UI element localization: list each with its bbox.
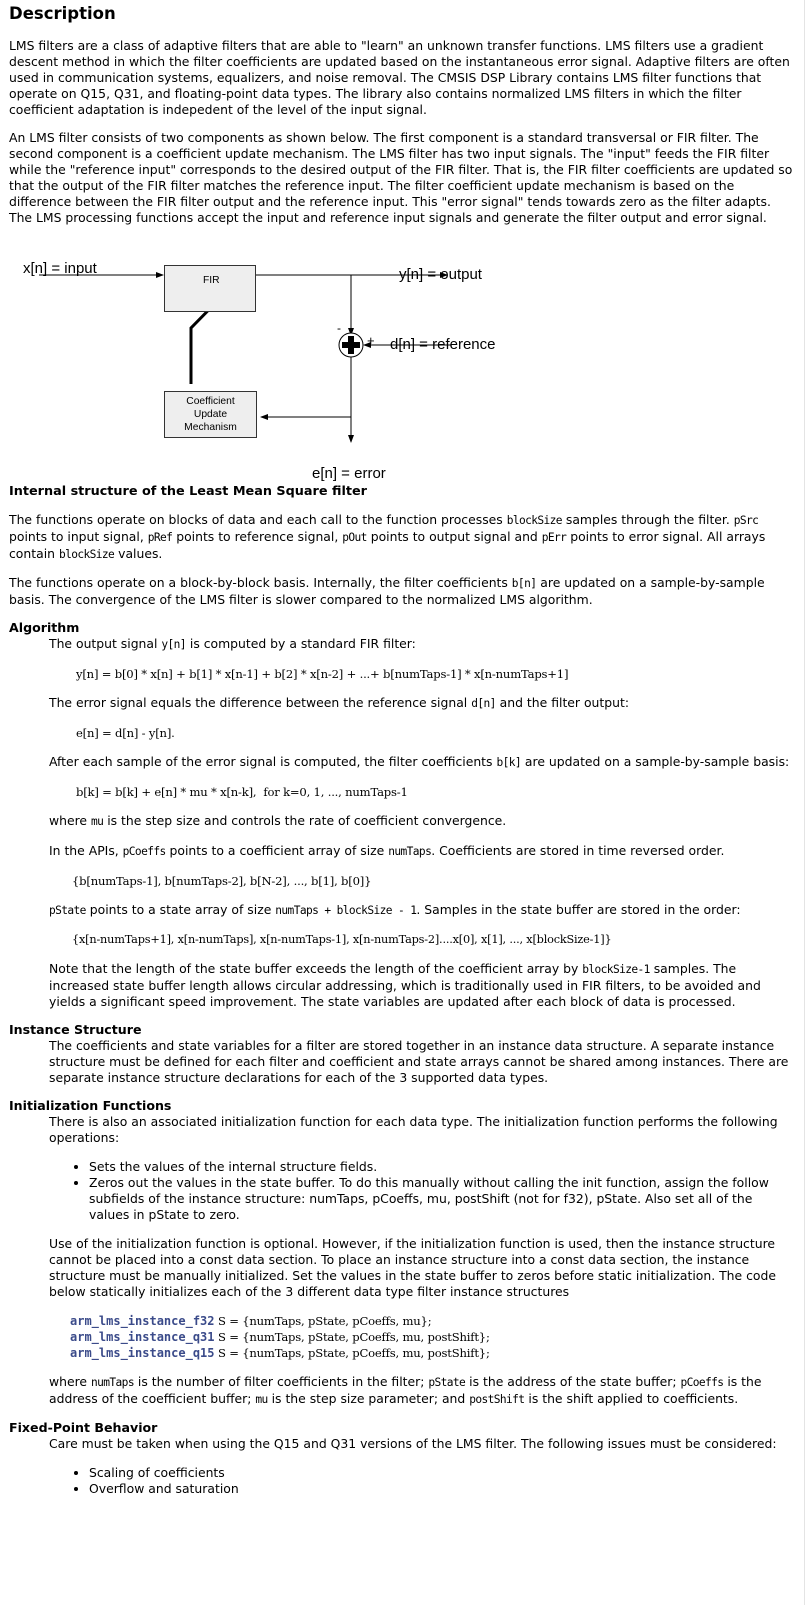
text: Note that the length of the state buffer exceeds the length of the coefficient array by bbox=[49, 961, 583, 976]
minus-sign: - bbox=[337, 321, 341, 335]
code-psrc: pSrc bbox=[733, 514, 759, 527]
text: where bbox=[49, 1374, 91, 1389]
text: points to a coefficient array of size bbox=[165, 843, 389, 858]
block-processing-paragraph bbox=[9, 512, 795, 563]
plus-sign: + bbox=[367, 333, 375, 348]
error-formula: e[n] = d[n] - y[n]. bbox=[76, 726, 175, 740]
page-title: Description bbox=[9, 4, 116, 23]
text: is the shift applied to coefficients. bbox=[524, 1391, 739, 1406]
algorithm-p5 bbox=[49, 843, 795, 860]
code-type: arm_lms_instance_q15 bbox=[70, 1346, 215, 1360]
text: is the number of filter coefficients in the filter; bbox=[133, 1374, 429, 1389]
instance-heading: Instance Structure bbox=[9, 1022, 142, 1037]
text: . Samples in the state buffer are stored in the order: bbox=[416, 902, 741, 917]
text: points to a state array of size bbox=[85, 902, 276, 917]
output-label: y[n] = output bbox=[399, 266, 482, 283]
text: are updated on a sample-by-sample basis: bbox=[520, 754, 790, 769]
text: The error signal equals the difference between the reference signal bbox=[49, 695, 472, 710]
instance-text: The coefficients and state variables for a filter are stored together in an instance data structure. A separate instance structure must be defined for each filter and coefficient and state arrays cannot be shared among instances. There are separate instance structure declarations for each of the 3 supported data types. bbox=[49, 1038, 789, 1085]
text: is computed by a standard FIR filter: bbox=[185, 636, 416, 651]
init-text-2: Use of the initialization function is optional. However, if the initialization function is used, then the instance structure cannot be placed into a const data section. To place an instance structure into a const data section, the instance structure must be manually initialized. Set the values in the state buffer to zeros before static initialization. The code below statically initializes each of the 3 different data type filter instance structures bbox=[49, 1236, 776, 1299]
code-pstate: pState bbox=[428, 1376, 466, 1389]
input-label: x[n] = input bbox=[23, 260, 97, 277]
algorithm-p3 bbox=[49, 754, 795, 771]
code-line bbox=[70, 1345, 795, 1361]
code-yn: y[n] bbox=[161, 638, 186, 651]
text: After each sample of the error signal is computed, the filter coefficients bbox=[49, 754, 497, 769]
state-order-formula: {x[n-numTaps+1], x[n-numTaps], x[n-numTaps-1], x[n-numTaps-2]....x[0], x[1], ..., x[blockSize-1]} bbox=[72, 933, 612, 946]
algorithm-p1 bbox=[49, 636, 795, 653]
fixed-point-text: Care must be taken when using the Q15 and Q31 versions of the LMS filter. The following issues must be considered: bbox=[49, 1436, 777, 1451]
text: is the address of the coefficient buffer; bbox=[49, 1374, 762, 1406]
intro-paragraph-1: LMS filters are a class of adaptive filters that are able to "learn" an unknown transfer functions. LMS filters use a gradient descent method in which the filter coefficients are updated based on the instantaneous error signal. Adaptive filters are often used in communication systems, equalizers, and noise removal. The CMSIS DSP Library contains LMS filter functions that operate on Q15, Q31, and floating-point data types. The library also contains normalized LMS filters in which the filter coefficient adaptation is indepedent of the level of the input signal. bbox=[9, 38, 790, 117]
algorithm-p2 bbox=[49, 695, 795, 712]
code-numtaps: numTaps bbox=[91, 1376, 134, 1389]
text: points to reference signal, bbox=[172, 529, 343, 544]
fixed-point-heading: Fixed-Point Behavior bbox=[9, 1420, 158, 1435]
algorithm-heading: Algorithm bbox=[9, 620, 80, 635]
block-basis-paragraph bbox=[9, 575, 795, 608]
text: points to output signal and bbox=[366, 529, 542, 544]
instance-section bbox=[49, 1038, 795, 1086]
text: points to input signal, bbox=[9, 529, 148, 544]
code-pref: pRef bbox=[147, 531, 173, 544]
lms-block-diagram bbox=[9, 240, 509, 482]
text: The functions operate on blocks of data and each call to the function processes bbox=[9, 512, 507, 527]
code-pstate: pState bbox=[49, 904, 86, 917]
code-mu: mu bbox=[255, 1393, 268, 1406]
algorithm-p7 bbox=[49, 961, 795, 1010]
fir-formula: y[n] = b[0] * x[n] + b[1] * x[n-1] + b[2] * x[n-2] + ...+ b[numTaps-1] * x[n-numTaps+1] bbox=[76, 667, 569, 681]
list-item: • Overflow and saturation bbox=[89, 1481, 795, 1497]
text: where bbox=[49, 813, 91, 828]
static-init-code bbox=[70, 1313, 795, 1361]
text: are updated on a sample-by-sample basis. The convergence of the LMS filter is slower compared to the normalized LMS algorithm. bbox=[9, 575, 765, 607]
code-state-size: numTaps + blockSize - 1 bbox=[275, 904, 417, 917]
coeff-order-formula: {b[numTaps-1], b[numTaps-2], b[N-2], ..., b[1], b[0]} bbox=[72, 874, 372, 888]
code-pcoeffs: pCoeffs bbox=[122, 845, 166, 858]
init-where-paragraph bbox=[49, 1374, 795, 1408]
code-pout: pOut bbox=[342, 531, 367, 544]
update-label-line-3: Mechanism bbox=[184, 422, 237, 433]
fir-block bbox=[164, 265, 256, 312]
intro-paragraph-2: An LMS filter consists of two components as shown below. The first component is a standard transversal or FIR filter. The second component is a coefficient update mechanism. The LMS filter has two input signals. The "input" feeds the FIR filter while the "reference input" corresponds to the desired output of the FIR filter. That is, the FIR filter coefficients are updated so that the output of the FIR filter matches the reference input. The filter coefficient update mechanism is based on the difference between the FIR filter output and the reference input. This "error signal" tends towards zero as the filter adapts. The LMS processing functions accept the input and reference input signals and generate the filter output and error signal. bbox=[9, 130, 793, 225]
code-blocksize: blockSize bbox=[58, 548, 115, 561]
text: samples through the filter. bbox=[561, 512, 734, 527]
doc-page bbox=[9, 0, 795, 1497]
fixed-point-issues-list bbox=[49, 1465, 795, 1497]
text: is the step size and controls the rate of coefficient convergence. bbox=[103, 813, 507, 828]
error-label: e[n] = error bbox=[312, 465, 386, 482]
update-label-line-1: Coefficient bbox=[186, 396, 235, 407]
code-perr: pErr bbox=[541, 531, 567, 544]
code-line bbox=[70, 1329, 795, 1345]
init-operations-list bbox=[49, 1159, 795, 1223]
list-item: • Sets the values of the internal structure fields. bbox=[89, 1159, 795, 1175]
diagram-caption: Internal structure of the Least Mean Square filter bbox=[9, 484, 367, 499]
text: points to error signal. All arrays contain bbox=[9, 529, 766, 561]
code-bk: b[k] bbox=[496, 756, 521, 769]
code-pcoeffs: pCoeffs bbox=[680, 1376, 724, 1389]
code-postshift: postShift bbox=[469, 1393, 525, 1406]
code-blocksize: blockSize bbox=[506, 514, 562, 527]
text: is the address of the state buffer; bbox=[465, 1374, 681, 1389]
text: . Coefficients are stored in time reversed order. bbox=[431, 843, 725, 858]
list-item: • Zeros out the values in the state buffer. To do this manually without calling the init function, assign the follow subfields of the instance structure: numTaps, pCoeffs, mu, postShift (not for f32), pState. Also set all of the values in pState to zero. bbox=[89, 1175, 795, 1223]
algorithm-p4 bbox=[49, 813, 795, 830]
init-heading: Initialization Functions bbox=[9, 1098, 172, 1113]
algorithm-p6 bbox=[49, 902, 795, 919]
update-formula: b[k] = b[k] + e[n] * mu * x[n-k], for k=0, 1, ..., numTaps-1 bbox=[76, 785, 408, 799]
algorithm-section bbox=[49, 636, 795, 1010]
text: The functions operate on a block-by-block basis. Internally, the filter coefficients bbox=[9, 575, 512, 590]
text: samples. The increased state buffer length allows circular addressing, which is traditionally used in FIR filters, to be avoided and yields a significant speed improvement. The state variables are updated after each block of data is processed. bbox=[49, 961, 761, 1009]
init-section bbox=[49, 1114, 795, 1408]
text: is the step size parameter; and bbox=[267, 1391, 470, 1406]
fir-label: FIR bbox=[203, 275, 220, 286]
text: In the APIs, bbox=[49, 843, 123, 858]
text: and the filter output: bbox=[495, 695, 630, 710]
code-rest: S = {numTaps, pState, pCoeffs, mu}; bbox=[214, 1314, 432, 1328]
code-type: arm_lms_instance_f32 bbox=[70, 1314, 215, 1328]
update-label-line-2: Update bbox=[193, 409, 228, 420]
code-mu: mu bbox=[91, 815, 104, 828]
code-dn: d[n] bbox=[471, 697, 496, 710]
code-rest: S = {numTaps, pState, pCoeffs, mu, postShift}; bbox=[214, 1346, 490, 1360]
code-bn: b[n] bbox=[511, 577, 537, 590]
coefficient-update-block bbox=[164, 391, 257, 438]
reference-label: d[n] = reference bbox=[390, 336, 496, 353]
text: The output signal bbox=[49, 636, 162, 651]
code-numtaps: numTaps bbox=[388, 845, 432, 858]
fixed-point-section bbox=[49, 1436, 795, 1497]
text: values. bbox=[114, 546, 163, 561]
code-line bbox=[70, 1313, 795, 1329]
init-text: There is also an associated initialization function for each data type. The initialization function performs the following operations: bbox=[49, 1114, 778, 1145]
code-rest: S = {numTaps, pState, pCoeffs, mu, postShift}; bbox=[214, 1330, 490, 1344]
list-item: • Scaling of coefficients bbox=[89, 1465, 795, 1481]
code-type: arm_lms_instance_q31 bbox=[70, 1330, 215, 1344]
code-blocksize-minus-1: blockSize-1 bbox=[582, 963, 650, 976]
